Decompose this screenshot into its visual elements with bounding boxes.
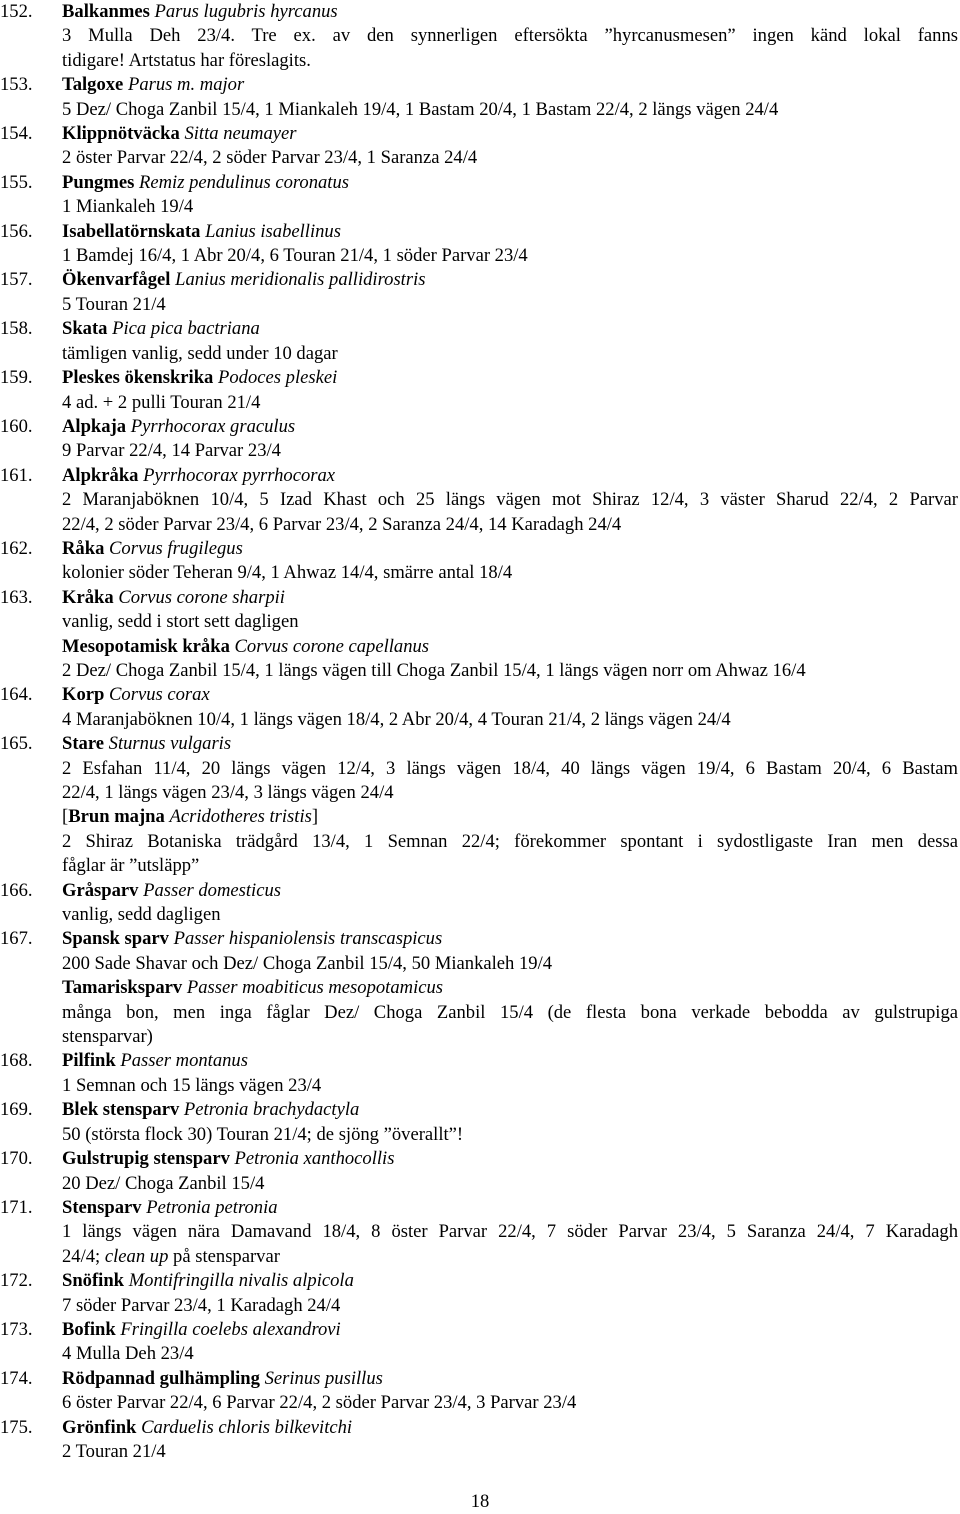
observation-text: 6 öster Parvar 22/4, 6 Parvar 22/4, 2 söder Parvar 23/4, 3 Parvar 23/4 <box>62 1392 577 1414</box>
observation-line <box>0 1245 958 1269</box>
observation-line <box>0 854 958 878</box>
entry-number: 155. <box>0 171 33 193</box>
entry-heading <box>0 1318 958 1342</box>
observation-text: 9 Parvar 22/4, 14 Parvar 23/4 <box>62 440 281 462</box>
swedish-name: Balkanmes <box>62 1 150 22</box>
entry-number: 174. <box>0 1367 33 1389</box>
entry-number: 171. <box>0 1196 33 1218</box>
entry-number: 173. <box>0 1318 33 1340</box>
observation-line <box>0 1294 958 1318</box>
observation-text: 2 Shiraz Botaniska trädgård 13/4, 1 Semnan 22/4; förekommer spontant i sydostligaste Iran men dessa <box>62 830 958 852</box>
observation-line <box>0 903 958 927</box>
entry-number: 154. <box>0 123 33 145</box>
latin-name: Pica pica bactriana <box>112 318 260 340</box>
latin-name: Fringilla coelebs alexandrovi <box>120 1318 341 1340</box>
observation-line <box>0 561 958 585</box>
italic-phrase: clean up <box>104 1245 169 1267</box>
entry-heading <box>0 1269 958 1293</box>
observation-text: tämligen vanlig, sedd under 10 dagar <box>62 342 338 364</box>
observation-line <box>0 1220 958 1244</box>
species-entry <box>0 122 960 171</box>
species-entry <box>0 879 960 928</box>
observation-line <box>0 488 958 512</box>
swedish-name: Spansk sparv <box>62 928 169 950</box>
entry-number: 159. <box>0 367 33 389</box>
latin-name: Podoces pleskei <box>218 367 338 389</box>
entry-heading <box>0 1147 958 1171</box>
observation-text: 20 Dez/ Choga Zanbil 15/4 <box>62 1172 265 1194</box>
entry-heading <box>0 586 958 610</box>
observation-text: 1 Semnan och 15 längs vägen 23/4 <box>62 1074 322 1096</box>
observation-line <box>0 805 958 829</box>
observation-text: 50 (största flock 30) Touran 21/4; de sjöng ”överallt”! <box>62 1123 464 1145</box>
species-entry <box>0 1147 960 1196</box>
entry-heading <box>0 171 958 195</box>
observation-text: stensparvar) <box>62 1026 153 1048</box>
swedish-name: Skata <box>62 318 108 340</box>
observation-line <box>0 659 958 683</box>
species-entry <box>0 732 960 878</box>
latin-name: Pyrrhocorax graculus <box>130 415 296 437</box>
bracket-open: [ <box>62 806 69 828</box>
species-entry <box>0 586 960 684</box>
entry-number: 167. <box>0 928 33 950</box>
entry-heading <box>0 0 958 24</box>
observation-line <box>0 513 958 537</box>
species-entry <box>0 1269 960 1318</box>
species-entry <box>0 1367 960 1416</box>
observation-line <box>0 342 958 366</box>
swedish-name: Stare <box>62 733 104 755</box>
entry-heading <box>0 73 958 97</box>
observation-text: 2 Touran 21/4 <box>62 1440 166 1462</box>
observation-line <box>0 146 958 170</box>
swedish-name: Mesopotamisk kråka <box>62 635 230 657</box>
swedish-name: Rödpannad gulhämpling <box>62 1367 260 1389</box>
entry-number: 152. <box>0 1 33 22</box>
observation-line <box>0 195 958 219</box>
entry-heading <box>0 464 958 488</box>
observation-line <box>0 293 958 317</box>
observation-line <box>0 708 958 732</box>
entry-number: 153. <box>0 74 33 96</box>
entry-number: 170. <box>0 1148 33 1170</box>
swedish-name: Råka <box>62 537 105 559</box>
swedish-name: Isabellatörnskata <box>62 220 201 242</box>
swedish-name: Ökenvarfågel <box>62 269 171 291</box>
latin-name: Petronia petronia <box>146 1196 278 1218</box>
swedish-name: Pungmes <box>62 171 135 193</box>
observation-text: 7 söder Parvar 23/4, 1 Karadagh 24/4 <box>62 1294 341 1316</box>
observation-line <box>0 439 958 463</box>
latin-name: Corvus corax <box>109 684 210 706</box>
entry-number: 175. <box>0 1416 33 1438</box>
observation-line <box>0 1074 958 1098</box>
swedish-name: Talgoxe <box>62 74 124 96</box>
observation-text: 5 Dez/ Choga Zanbil 15/4, 1 Miankaleh 19/4, 1 Bastam 20/4, 1 Bastam 22/4, 2 längs vägen 24/4 <box>62 98 779 120</box>
latin-name: Passer montanus <box>120 1050 248 1072</box>
bracket-close: ] <box>311 806 319 828</box>
observation-line <box>0 635 958 659</box>
swedish-name: Snöfink <box>62 1270 125 1292</box>
swedish-name: Pleskes ökenskrika <box>62 367 214 389</box>
swedish-name: Alpkaja <box>62 415 127 437</box>
latin-name: Corvus corone capellanus <box>234 635 430 657</box>
swedish-name: Kråka <box>62 586 114 608</box>
entry-number: 161. <box>0 464 33 486</box>
observation-text: 5 Touran 21/4 <box>62 293 166 315</box>
latin-name: Lanius meridionalis pallidirostris <box>175 269 426 291</box>
observation-line <box>0 1001 958 1025</box>
entry-heading <box>0 537 958 561</box>
observation-line <box>0 98 958 122</box>
observation-text: 2 öster Parvar 22/4, 2 söder Parvar 23/4, 1 Saranza 24/4 <box>62 147 478 169</box>
observation-text: vanlig, sedd dagligen <box>62 904 221 926</box>
swedish-name: Grönfink <box>62 1416 137 1438</box>
entry-number: 157. <box>0 269 33 291</box>
entry-number: 169. <box>0 1099 33 1121</box>
observation-line <box>0 1391 958 1415</box>
entry-heading <box>0 366 958 390</box>
observation-text: 2 Esfahan 11/4, 20 längs vägen 12/4, 3 längs vägen 18/4, 40 längs vägen 19/4, 6 Bastam 20/4, 6 Bastam <box>62 757 958 779</box>
swedish-name: Bofink <box>62 1318 116 1340</box>
entry-number: 164. <box>0 684 33 706</box>
swedish-name: Klippnötväcka <box>62 123 180 145</box>
observation-text: många bon, men inga fåglar Dez/ Choga Zanbil 15/4 (de flesta bona verkade bebodda av gulstrupiga <box>62 1001 958 1023</box>
species-entry <box>0 0 960 73</box>
species-entry <box>0 415 960 464</box>
observation-text: tidigare! Artstatus har föreslagits. <box>62 49 311 71</box>
latin-name: Serinus pusillus <box>264 1367 383 1389</box>
species-entry <box>0 366 960 415</box>
swedish-name: Blek stensparv <box>62 1099 180 1121</box>
latin-name: Petronia xanthocollis <box>234 1148 395 1170</box>
entry-heading <box>0 732 958 756</box>
observation-text: 22/4, 2 söder Parvar 23/4, 6 Parvar 23/4, 2 Saranza 24/4, 14 Karadagh 24/4 <box>62 513 622 535</box>
observation-text: fåglar är ”utsläpp” <box>62 855 200 877</box>
entry-number: 156. <box>0 220 33 242</box>
entry-heading <box>0 122 958 146</box>
observation-line <box>0 952 958 976</box>
entry-number: 160. <box>0 415 33 437</box>
species-entry <box>0 73 960 122</box>
species-entry <box>0 1049 960 1098</box>
observation-line <box>0 830 958 854</box>
latin-name: Parus lugubris hyrcanus <box>154 1 338 22</box>
latin-name: Parus m. major <box>127 74 245 96</box>
latin-name: Lanius isabellinus <box>205 220 341 242</box>
swedish-name: Stensparv <box>62 1196 142 1218</box>
observation-line <box>0 391 958 415</box>
entry-heading <box>0 1367 958 1391</box>
observation-text: 4 Maranjaböknen 10/4, 1 längs vägen 18/4, 2 Abr 20/4, 4 Touran 21/4, 2 längs vägen 24/4 <box>62 708 731 730</box>
swedish-name: Pilfink <box>62 1050 116 1072</box>
latin-name: Petronia brachydactyla <box>183 1099 360 1121</box>
observation-line <box>0 1123 958 1147</box>
entry-heading <box>0 927 958 951</box>
latin-name: Passer moabiticus mesopotamicus <box>186 977 444 999</box>
observation-line <box>0 781 958 805</box>
observation-line <box>0 1172 958 1196</box>
observation-line <box>0 1342 958 1366</box>
entry-number: 165. <box>0 733 33 755</box>
observation-text: 24/4; <box>62 1245 105 1267</box>
swedish-name: Gråsparv <box>62 879 139 901</box>
latin-name: Passer domesticus <box>143 879 281 901</box>
observation-text: 22/4, 1 längs vägen 23/4, 3 längs vägen 24/4 <box>62 782 394 803</box>
entry-heading <box>0 1098 958 1122</box>
entry-heading <box>0 1049 958 1073</box>
species-entry <box>0 683 960 732</box>
latin-name: Corvus frugilegus <box>109 537 243 559</box>
latin-name: Corvus corone sharpii <box>118 586 285 608</box>
latin-name: Montifringilla nivalis alpicola <box>128 1270 354 1292</box>
observation-text: 4 ad. + 2 pulli Touran 21/4 <box>62 391 261 413</box>
observation-line <box>0 757 958 781</box>
entry-heading <box>0 220 958 244</box>
species-entry <box>0 1318 960 1367</box>
observation-line <box>0 976 958 1000</box>
species-entry <box>0 317 960 366</box>
swedish-name: Brun majna <box>68 806 165 828</box>
latin-name: Pyrrhocorax pyrrhocorax <box>143 464 336 486</box>
observation-text: 4 Mulla Deh 23/4 <box>62 1343 194 1365</box>
observation-line <box>0 24 958 48</box>
observation-text: 1 Miankaleh 19/4 <box>62 196 194 218</box>
swedish-name: Korp <box>62 684 105 706</box>
observation-line <box>0 244 958 268</box>
entry-heading <box>0 683 958 707</box>
entry-number: 166. <box>0 879 33 901</box>
latin-name: Carduelis chloris bilkevitchi <box>141 1416 353 1438</box>
swedish-name: Tamarisksparv <box>62 977 183 999</box>
entry-number: 172. <box>0 1270 33 1292</box>
observation-text: 200 Sade Shavar och Dez/ Choga Zanbil 15/4, 50 Miankaleh 19/4 <box>62 952 553 974</box>
observation-line <box>0 610 958 634</box>
observation-text: vanlig, sedd i stort sett dagligen <box>62 611 299 633</box>
latin-name: Acridotheres tristis <box>169 806 312 828</box>
swedish-name: Alpkråka <box>62 464 139 486</box>
species-entry <box>0 464 960 537</box>
entry-number: 158. <box>0 318 33 340</box>
page-number: 18 <box>470 1491 490 1512</box>
species-entry <box>0 220 960 269</box>
entry-number: 163. <box>0 586 33 608</box>
observation-text: 1 Bamdej 16/4, 1 Abr 20/4, 6 Touran 21/4, 1 söder Parvar 23/4 <box>62 245 528 267</box>
latin-name: Remiz pendulinus coronatus <box>138 171 350 193</box>
observation-text: på stensparvar <box>168 1245 280 1267</box>
species-entry <box>0 927 960 1049</box>
observation-line <box>0 1440 958 1464</box>
observation-text: kolonier söder Teheran 9/4, 1 Ahwaz 14/4, smärre antal 18/4 <box>62 562 513 584</box>
entry-heading <box>0 415 958 439</box>
species-entry <box>0 171 960 220</box>
species-entry <box>0 268 960 317</box>
species-entry <box>0 1196 960 1269</box>
swedish-name: Gulstrupig stensparv <box>62 1148 230 1170</box>
entry-number: 168. <box>0 1050 33 1072</box>
entry-heading <box>0 1416 958 1440</box>
observation-text: 2 Maranjaböknen 10/4, 5 Izad Khast och 25 längs vägen mot Shiraz 12/4, 3 väster Sharud 22/4, 2 Parvar <box>62 489 958 511</box>
latin-name: Sturnus vulgaris <box>108 733 232 755</box>
observation-text: 3 Mulla Deh 23/4. Tre ex. av den synnerligen eftersökta ”hyrcanusmesen” ingen känd lokal fanns <box>62 25 958 47</box>
observation-text: 1 längs vägen nära Damavand 18/4, 8 öster Parvar 22/4, 7 söder Parvar 23/4, 5 Saranza 24/4, 7 Karadagh <box>62 1221 958 1243</box>
observation-line <box>0 1025 958 1049</box>
species-entry <box>0 1416 960 1465</box>
species-entry <box>0 1098 960 1147</box>
observation-text: 2 Dez/ Choga Zanbil 15/4, 1 längs vägen till Choga Zanbil 15/4, 1 längs vägen norr om Ahwaz 16/4 <box>62 659 806 681</box>
observation-line <box>0 49 958 73</box>
latin-name: Sitta neumayer <box>184 123 297 145</box>
entry-heading <box>0 268 958 292</box>
entry-heading <box>0 1196 958 1220</box>
entry-number: 162. <box>0 537 33 559</box>
species-entry <box>0 537 960 586</box>
latin-name: Passer hispaniolensis transcaspicus <box>173 928 443 950</box>
entry-heading <box>0 879 958 903</box>
entry-heading <box>0 317 958 341</box>
